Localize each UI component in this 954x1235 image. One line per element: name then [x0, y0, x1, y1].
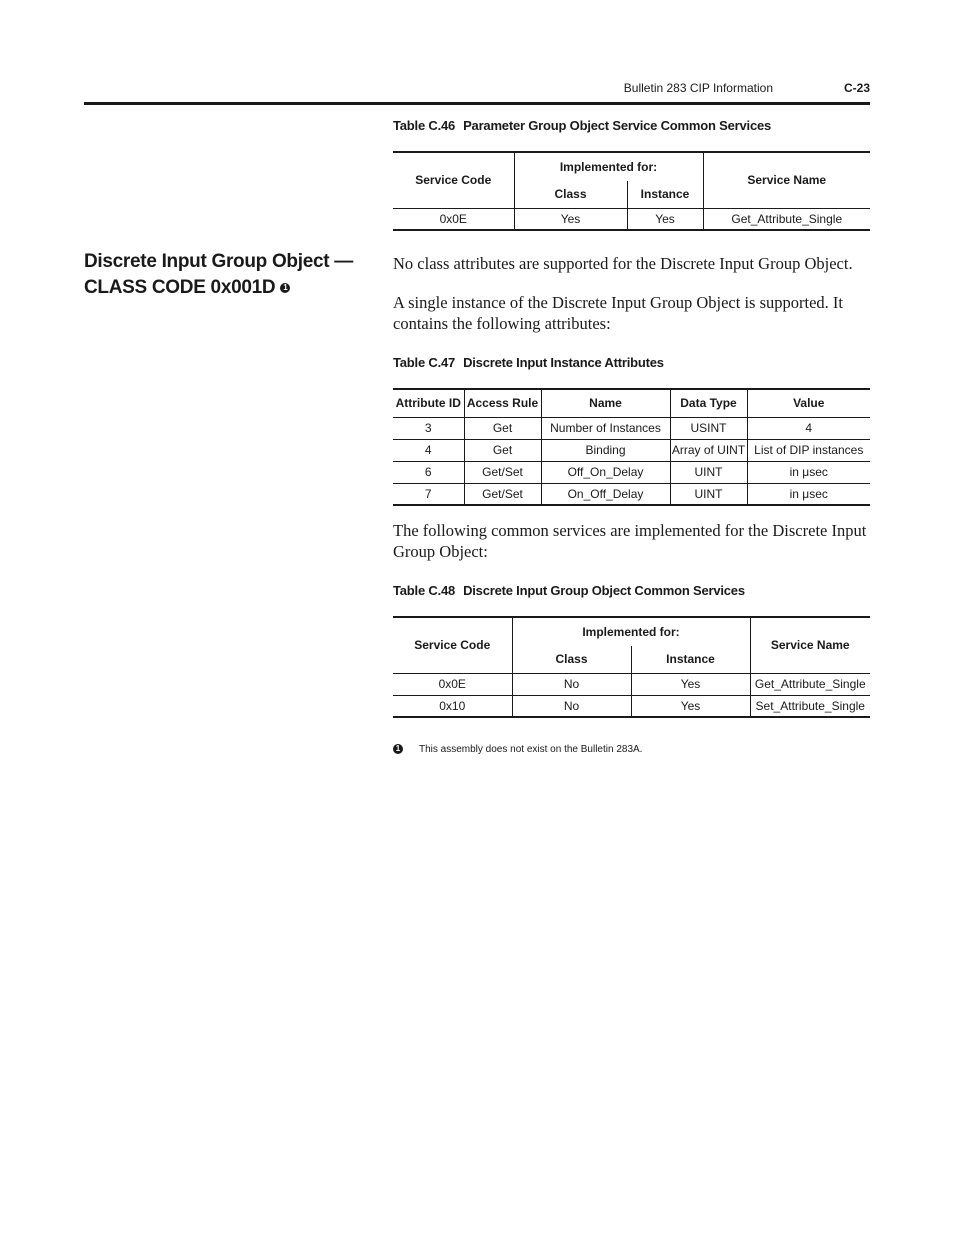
cell-class: Yes: [514, 208, 627, 230]
header-rule: [84, 102, 870, 105]
cell-value: in μsec: [747, 483, 870, 505]
cell-service-name: Get_Attribute_Single: [750, 673, 870, 695]
cell-service-code: 0x0E: [439, 211, 467, 226]
col-header-instance: Instance: [631, 646, 750, 673]
footnote-marker: 1: [280, 283, 290, 293]
table-title: Discrete Input Group Object Common Services: [463, 583, 745, 598]
cell-data-type: USINT: [670, 417, 747, 439]
cell-access-rule: Get/Set: [464, 483, 541, 505]
cell-attribute-id: 4: [424, 443, 432, 457]
col-header-service-name: Service Name: [750, 617, 870, 673]
col-header-service-code: Service Code: [415, 173, 492, 188]
table-c47: [393, 388, 870, 506]
footnote-marker: 1: [393, 744, 403, 754]
table-number: Table C.48: [393, 583, 456, 598]
cell-value: in μsec: [747, 461, 870, 483]
section-heading-line1: Discrete Input Group Object —: [84, 251, 353, 272]
cell-name: Off_On_Delay: [541, 461, 670, 483]
cell-instance: Yes: [631, 673, 750, 695]
footnote-text: This assembly does not exist on the Bulletin 283A.: [419, 744, 643, 755]
table-row: [393, 483, 870, 505]
cell-service-name: Set_Attribute_Single: [750, 695, 870, 717]
col-header-attribute-id: Attribute ID: [395, 396, 461, 411]
paragraph-common-services: The following common services are implemented for the Discrete Input Group Object:: [393, 521, 867, 561]
col-header-instance: Instance: [627, 181, 703, 208]
col-header-value: Value: [747, 389, 870, 417]
table-number: Table C.47: [393, 355, 456, 370]
page-number: C-23: [843, 81, 870, 95]
cell-value: 4: [747, 417, 870, 439]
col-header-access-rule: Access Rule: [464, 389, 541, 417]
cell-class: No: [512, 695, 631, 717]
section-heading: [84, 249, 364, 301]
table-row: [393, 208, 870, 230]
cell-access-rule: Get: [464, 417, 541, 439]
col-header-class: Class: [514, 181, 627, 208]
cell-class: No: [512, 673, 631, 695]
cell-attribute-id: 7: [424, 486, 432, 501]
cell-instance: Yes: [631, 695, 750, 717]
cell-name: On_Off_Delay: [541, 483, 670, 505]
cell-data-type: UINT: [670, 461, 747, 483]
footnote: [393, 744, 642, 755]
running-header: Bulletin 283 CIP Information: [623, 81, 773, 95]
col-header-implemented-for: Implemented for:: [512, 617, 750, 646]
table-c48-caption: [393, 583, 745, 598]
col-header-service-code: Service Code: [414, 638, 491, 653]
section-heading-line2: CLASS CODE 0x001D: [84, 277, 276, 298]
col-header-class: Class: [512, 646, 631, 673]
table-c46: [393, 151, 870, 231]
table-row: [393, 673, 870, 695]
cell-value: List of DIP instances: [747, 439, 870, 461]
paragraph-no-class-attributes: No class attributes are supported for the Discrete Input Group Object.: [393, 254, 853, 273]
col-header-data-type: Data Type: [670, 389, 747, 417]
table-row: [393, 695, 870, 717]
cell-instance: Yes: [627, 208, 703, 230]
cell-access-rule: Get/Set: [464, 461, 541, 483]
cell-access-rule: Get: [464, 439, 541, 461]
table-title: Discrete Input Instance Attributes: [463, 355, 664, 370]
cell-service-code: 0x10: [439, 698, 466, 713]
paragraph-single-instance: A single instance of the Discrete Input Group Object is supported. It contains the following attributes:: [393, 293, 843, 333]
cell-attribute-id: 6: [424, 465, 432, 479]
table-c48: [393, 616, 870, 718]
col-header-service-name: Service Name: [703, 152, 870, 208]
table-title: Parameter Group Object Service Common Services: [463, 118, 772, 133]
cell-name: Binding: [541, 439, 670, 461]
col-header-implemented-for: Implemented for:: [514, 152, 703, 181]
table-number: Table C.46: [393, 118, 456, 133]
cell-attribute-id: 3: [424, 421, 432, 435]
table-c46-caption: [393, 118, 771, 133]
cell-data-type: Array of UINT: [670, 439, 747, 461]
table-row: [393, 439, 870, 461]
table-row: [393, 417, 870, 439]
table-c47-caption: [393, 355, 664, 370]
col-header-name: Name: [541, 389, 670, 417]
cell-data-type: UINT: [670, 483, 747, 505]
cell-service-name: Get_Attribute_Single: [703, 208, 870, 230]
cell-service-code: 0x0E: [438, 677, 466, 691]
cell-name: Number of Instances: [541, 417, 670, 439]
table-row: [393, 461, 870, 483]
